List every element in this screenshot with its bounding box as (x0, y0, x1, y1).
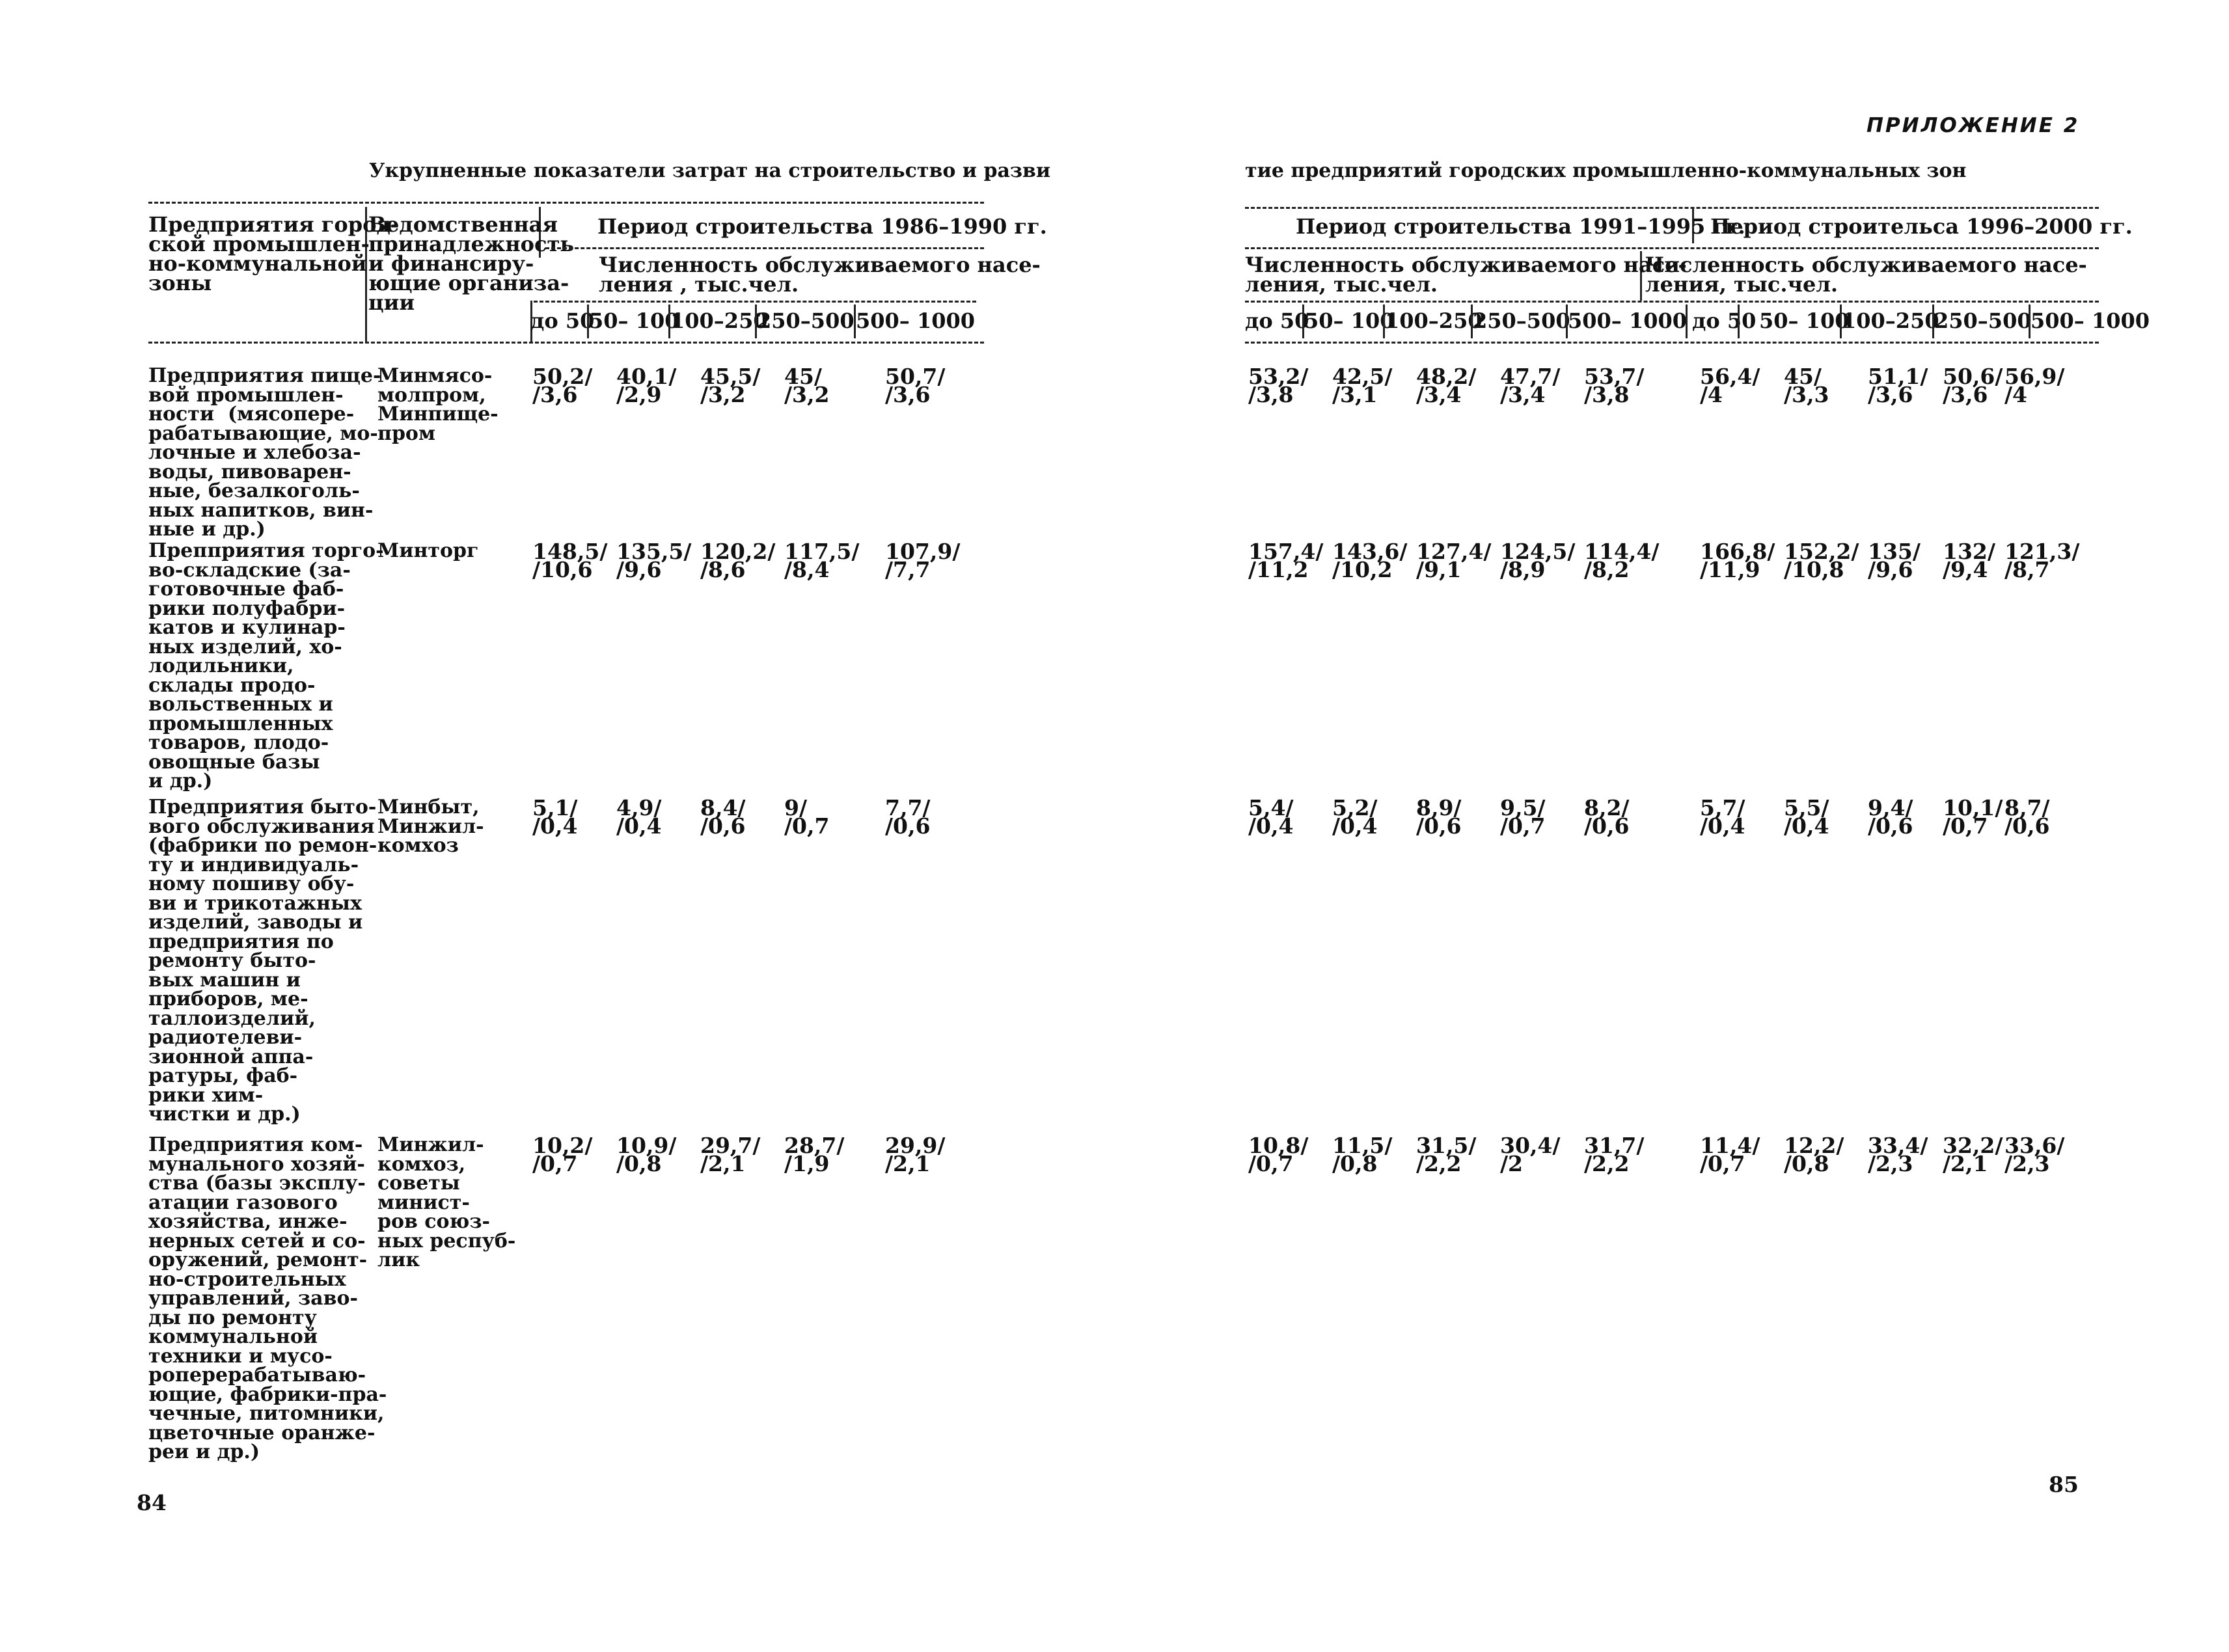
cost-cell: 107,9/ /7,7 (885, 539, 961, 582)
cost-cell: 9/ /0,7 (784, 795, 830, 839)
cost-cell: 143,6/ /10,2 (1332, 539, 1408, 582)
cost-cell: 29,9/ /2,1 (885, 1133, 946, 1176)
cost-cell: 11,5/ /0,8 (1332, 1133, 1393, 1176)
cost-cell: 157,4/ /11,2 (1248, 539, 1324, 582)
cost-cell: 10,8/ /0,7 (1248, 1133, 1309, 1176)
cost-cell: 121,3/ /8,7 (2004, 539, 2080, 582)
range-ranges2-0: до 50 (1245, 308, 1309, 333)
row-department: Минжил- комхоз, советы минист- ров союз- ных респуб- лик (377, 1133, 516, 1271)
cost-cell: 50,6/ /3,6 (1943, 364, 2003, 407)
range-ranges2-4: 500– 1000 (1568, 308, 1687, 333)
cost-cell: 5,1/ /0,4 (532, 795, 578, 839)
title-right: тие предприятий городских промышленно-коммунальных зон (1245, 159, 1967, 182)
cost-cell: 53,2/ /3,8 (1248, 364, 1309, 407)
cost-cell: 9,4/ /0,6 (1868, 795, 1913, 839)
cost-cell: 8,7/ /0,6 (2004, 795, 2050, 839)
cost-cell: 8,2/ /0,6 (1584, 795, 1630, 839)
header-col-enterprise: Предприятия город- ской промышлен- но-коммунальной зоны (148, 212, 400, 295)
cost-cell: 30,4/ /2 (1500, 1133, 1561, 1176)
cost-cell: 11,4/ /0,7 (1700, 1133, 1760, 1176)
range-divider (2029, 305, 2031, 338)
header-period-1996: Период строительса 1996–2000 гг. (1710, 214, 2133, 239)
cost-cell: 127,4/ /9,1 (1416, 539, 1492, 582)
range-divider (1932, 305, 1934, 338)
header-population-p1: Численность обслуживаемого насе- ления , тыс.чел. (599, 252, 1041, 297)
cost-cell: 8,4/ /0,6 (700, 795, 746, 839)
cost-cell: 31,7/ /2,2 (1584, 1133, 1645, 1176)
range-divider (1302, 305, 1304, 338)
range-divider (854, 305, 856, 338)
range-divider (1471, 305, 1473, 338)
range-ranges1-4: 500– 1000 (856, 308, 975, 333)
cost-cell: 28,7/ /1,9 (784, 1133, 845, 1176)
cost-cell: 12,2/ /0,8 (1784, 1133, 1844, 1176)
appendix-label: ПРИЛОЖЕНИЕ 2 (1867, 114, 2080, 137)
range-ranges3-2: 100–250 (1842, 308, 1939, 333)
range-divider (587, 305, 589, 338)
cost-cell: 120,2/ /8,6 (700, 539, 776, 582)
cost-cell: 5,5/ /0,4 (1784, 795, 1829, 839)
range-ranges1-2: 100–250 (670, 308, 768, 333)
cost-cell: 117,5/ /8,4 (784, 539, 860, 582)
cost-cell: 51,1/ /3,6 (1868, 364, 1928, 407)
row-enterprise-name: Предприятия быто- вого обслуживания (фабрики по ремон- ту и индивидуаль- ному пошиву обу- ви и трикотажных изделий, заводы и предприятия по ремонту быто- вых машин и приборов, ме- таллоизделий, радиотелеви- зионной аппа- ратуры, фаб- рики хим- чистки и др.) (148, 796, 377, 1126)
cost-cell: 47,7/ /3,4 (1500, 364, 1561, 407)
cost-cell: 8,9/ /0,6 (1416, 795, 1462, 839)
range-ranges2-1: 50– 100 (1304, 308, 1395, 333)
cost-cell: 135,5/ /9,6 (616, 539, 692, 582)
range-ranges1-1: 50– 100 (589, 308, 679, 333)
title-left: Укрупненные показатели затрат на строительство и разви (369, 159, 1051, 182)
cost-cell: 45/ /3,2 (784, 364, 830, 407)
cost-cell: 32,2/ /2,1 (1943, 1133, 2003, 1176)
cost-cell: 152,2/ /10,8 (1784, 539, 1859, 582)
header-population-p2: Численность обслуживаемого насе- ления, тыс.чел. (1245, 252, 1687, 297)
cost-cell: 135/ /9,6 (1868, 539, 1921, 582)
cost-cell: 33,6/ /2,3 (2004, 1133, 2065, 1176)
header-period-1991: Период строительства 1991–1995 гг. (1296, 214, 1745, 239)
page-number-left: 84 (137, 1490, 167, 1515)
range-ranges3-3: 250–500 (1934, 308, 2032, 333)
cost-cell: 29,7/ /2,1 (700, 1133, 761, 1176)
cost-cell: 166,8/ /11,9 (1700, 539, 1775, 582)
header-col-department: Ведомственная принадлежность и финансиру- ющие организа- ции (368, 212, 575, 315)
range-divider (1840, 305, 1842, 338)
range-ranges3-0: до 50 (1692, 308, 1757, 333)
cost-cell: 10,2/ /0,7 (532, 1133, 593, 1176)
cost-cell: 31,5/ /2,2 (1416, 1133, 1477, 1176)
cost-cell: 148,5/ /10,6 (532, 539, 608, 582)
cost-cell: 42,5/ /3,1 (1332, 364, 1393, 407)
cost-cell: 7,7/ /0,6 (885, 795, 931, 839)
cost-cell: 56,4/ /4 (1700, 364, 1760, 407)
row-enterprise-name: Предприятия ком- мунального хозяй- ства (базы эксплу- атации газового хозяйства, инже- нерных сетей и со- оружений, ремонт- но-строительных управлений, заво- ды по ремонту коммунальной техники и мусо- роперерабатываю- ющие, фабрики-пра- чечные, питомники, цветочные оранже- реи и др.) (148, 1133, 387, 1463)
range-divider (1566, 305, 1568, 338)
cost-cell: 5,7/ /0,4 (1700, 795, 1745, 839)
cost-cell: 132/ /9,4 (1943, 539, 1995, 582)
cost-cell: 9,5/ /0,7 (1500, 795, 1546, 839)
cost-cell: 10,1/ /0,7 (1943, 795, 2003, 839)
cost-cell: 33,4/ /2,3 (1868, 1133, 1928, 1176)
cost-cell: 48,2/ /3,4 (1416, 364, 1477, 407)
cost-cell: 50,2/ /3,6 (532, 364, 593, 407)
header-population-p3: Численность обслуживаемого насе- ления, тыс.чел. (1645, 252, 2087, 297)
range-ranges2-3: 250–500 (1473, 308, 1570, 333)
range-ranges1-3: 250–500 (757, 308, 855, 333)
row-department: Минмясо- молпром, Минпище- пром (377, 364, 499, 445)
cost-cell: 45/ /3,3 (1784, 364, 1829, 407)
cost-cell: 5,2/ /0,4 (1332, 795, 1378, 839)
range-divider (668, 305, 670, 338)
row-department: Минторг (377, 539, 479, 562)
cost-cell: 50,7/ /3,6 (885, 364, 946, 407)
cost-cell: 56,9/ /4 (2004, 364, 2065, 407)
row-enterprise-name: Препприятия торго- во-складские (за- готовочные фаб- рики полуфабри- катов и кулинар- ных изделий, хо- лодильники, склады продо- вольственных и промышленных товаров, плодо- овощные базы и др.) (148, 539, 384, 792)
cost-cell: 10,9/ /0,8 (616, 1133, 677, 1176)
cost-cell: 4,9/ /0,4 (616, 795, 662, 839)
range-ranges2-2: 100–250 (1385, 308, 1483, 333)
cost-cell: 114,4/ /8,2 (1584, 539, 1660, 582)
range-ranges3-1: 50– 100 (1759, 308, 1850, 333)
cost-cell: 124,5/ /8,9 (1500, 539, 1576, 582)
range-ranges1-0: до 50 (530, 308, 595, 333)
range-divider (1383, 305, 1385, 338)
cost-cell: 53,7/ /3,8 (1584, 364, 1645, 407)
cost-cell: 5,4/ /0,4 (1248, 795, 1294, 839)
header-period-1986: Период строительства 1986–1990 гг. (597, 214, 1047, 239)
range-ranges3-4: 500– 1000 (2031, 308, 2150, 333)
cost-cell: 40,1/ /2,9 (616, 364, 677, 407)
range-divider (755, 305, 757, 338)
row-enterprise-name: Предприятия пище- вой промышлен- ности (мясопере- рабатывающие, мо- лочные и хлебоза- воды, пивоварен- ные, безалкоголь- ных напитков, вин- ные и др.) (148, 364, 381, 541)
page-number-right: 85 (2049, 1472, 2079, 1497)
cost-cell: 45,5/ /3,2 (700, 364, 761, 407)
range-divider (1686, 305, 1688, 338)
row-department: Минбыт, Минжил- комхоз (377, 796, 484, 857)
range-divider (1738, 305, 1740, 338)
